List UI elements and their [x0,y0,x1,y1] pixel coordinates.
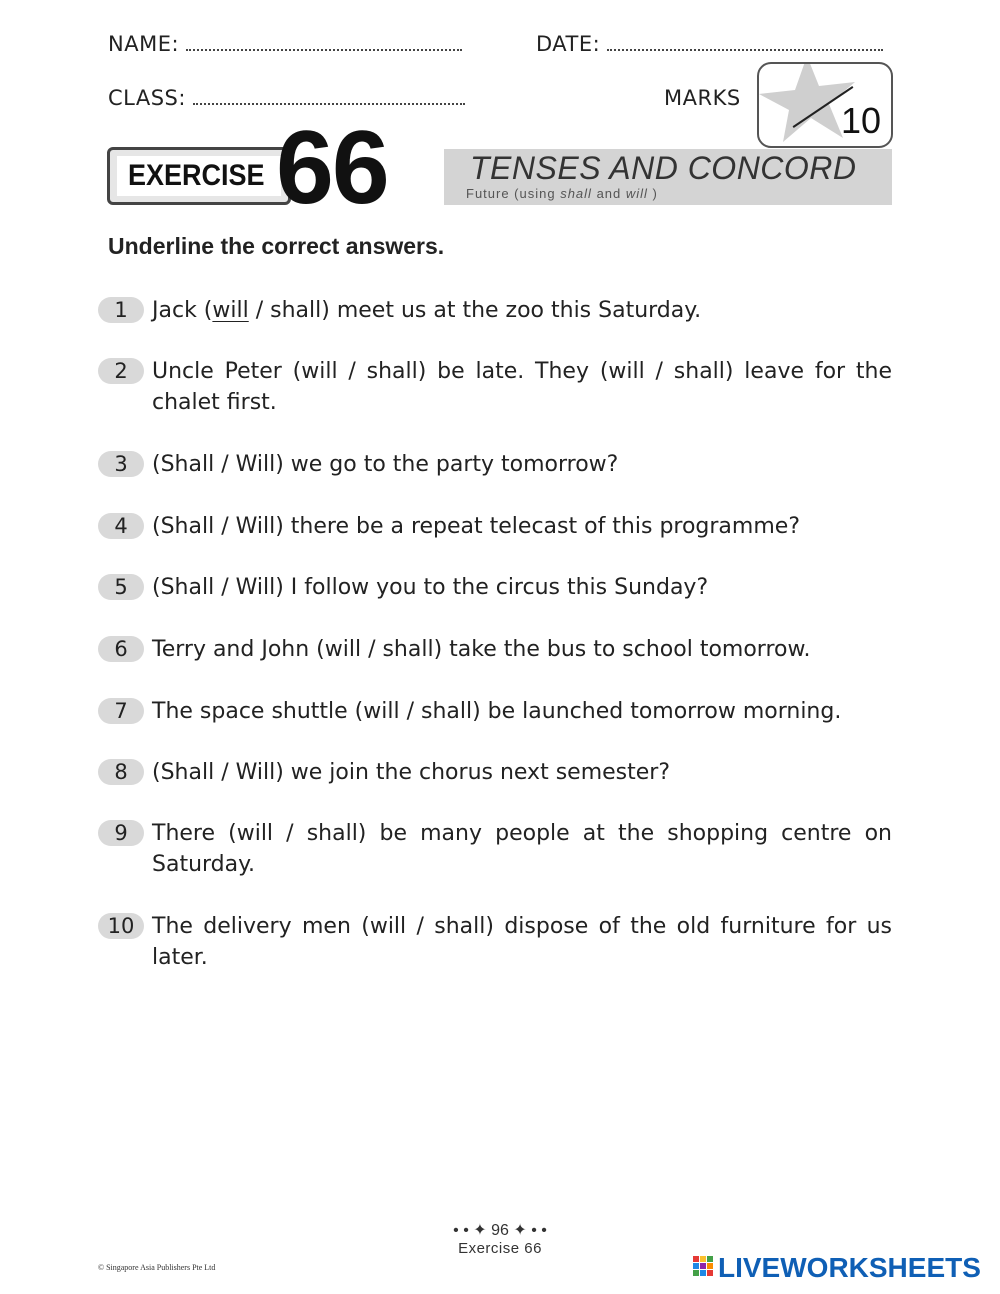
answer-will-underlined[interactable]: will [212,298,249,323]
name-label: NAME: [108,32,180,56]
subtitle-will: will [625,186,648,201]
question-text[interactable]: The space shuttle (will / shall) be launched tomorrow morning. [152,699,842,724]
question-number: 3 [98,451,144,477]
question-text[interactable]: (Shall / Will) I follow you to the circus this Sunday? [152,575,709,600]
question-text[interactable]: Uncle Peter (will / shall) be late. They (will / shall) leave for the chalet first. [152,359,892,415]
marks-box[interactable] [757,62,893,148]
class-line[interactable] [193,89,465,105]
topic-title: TENSES AND CONCORD [470,150,857,186]
topic-subtitle [466,186,658,201]
marks-total: 10 [840,100,881,141]
instruction: Underline the correct answers. [108,233,445,259]
question-text-post: / shall) meet us at the zoo this Saturday. [248,298,702,323]
question-text-pre: Jack ( [152,298,213,323]
question-number: 1 [98,297,144,323]
question-number: 5 [98,574,144,600]
subtitle-prefix: Future (using [466,186,561,201]
question-text[interactable]: There (will / shall) be many people at the shopping centre on Saturday. [152,821,892,877]
liveworksheets-brand[interactable]: LIVEWORKSHEETS [718,1252,981,1283]
question-number: 9 [98,820,144,846]
subtitle-and: and [591,186,626,201]
question-text[interactable]: (Shall / Will) we go to the party tomorrow? [152,452,619,477]
exercise-badge [107,147,291,205]
copyright: © Singapore Asia Publishers Pte Ltd [98,1263,216,1272]
question-number: 7 [98,698,144,724]
name-field [108,32,462,56]
question-text[interactable]: (Shall / Will) there be a repeat telecast of this programme? [152,514,800,539]
question-number: 4 [98,513,144,539]
question-text[interactable]: The delivery men (will / shall) dispose of the old furniture for us later. [152,914,892,970]
class-field [108,86,465,110]
question-text[interactable]: (Shall / Will) we join the chorus next semester? [152,760,670,785]
date-field [536,32,883,56]
exercise-label: EXERCISE [128,159,265,192]
date-label: DATE: [536,32,601,56]
name-line[interactable] [186,35,462,51]
subtitle-shall: shall [560,186,592,201]
exercise-number: 66 [276,110,388,226]
subtitle-suffix: ) [647,186,658,201]
date-line[interactable] [607,35,883,51]
page-number: • • ✦ 96 ✦ • • [453,1222,547,1239]
liveworksheets-logo-icon [693,1256,715,1282]
page-exercise: Exercise 66 [458,1240,542,1257]
question-number: 8 [98,759,144,785]
question-number: 2 [98,358,144,384]
class-label: CLASS: [108,86,186,110]
marks-label: MARKS [664,86,741,110]
question-number: 10 [98,913,144,939]
question-number: 6 [98,636,144,662]
question-text[interactable]: Terry and John (will / shall) take the bus to school tomorrow. [152,637,811,662]
question-text [152,295,892,326]
